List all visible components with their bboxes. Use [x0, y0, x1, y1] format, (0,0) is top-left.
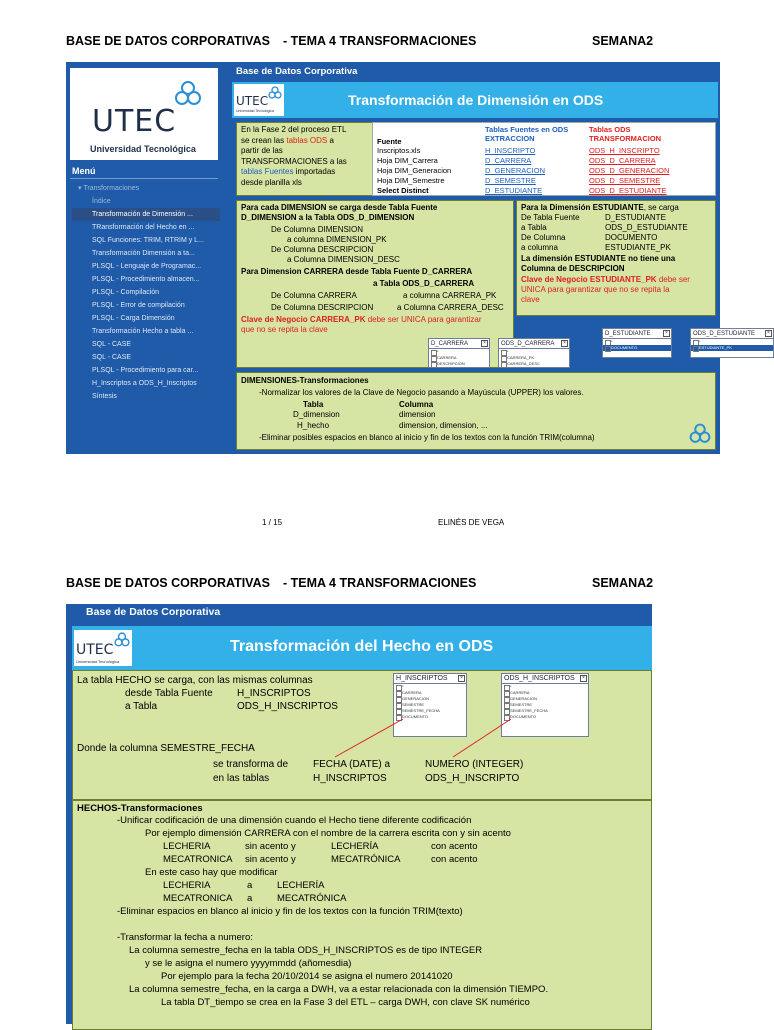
- slide-fact-transformation: [66, 604, 652, 1024]
- slide-top-title: Base de Datos Corporativa: [86, 606, 221, 618]
- menu-item[interactable]: Síntesis: [92, 393, 117, 400]
- utec-knot-icon: [268, 86, 282, 100]
- slide-dimension-transformation: [66, 62, 770, 454]
- arrow-line-h-inscriptos: [335, 719, 403, 757]
- utec-logo: [70, 68, 218, 160]
- menu-item[interactable]: Transformación Hecho a tabla ...: [92, 328, 194, 335]
- slide-title: Transformación del Hecho en ODS: [230, 638, 494, 655]
- dimension-panel: Para cada DIMENSION se carga desde Tabla Fuente D_DIMENSION a la Tabla ODS_D_DIMENSION De Columna DIMENSION a columna DIMENSION_PK De Columna DESCRIPCION a Columna DIMENSION_DESC Para Dimension CARRERA desde Tabla Fuente D_CARRERA a Tabla ODS_D_CARRERA De Columna CARRERA a columna CARRERA_PK De Columna DESCRIPCION a Columna CARRERA_DESC Clave de Negocio CARRERA_PK debe ser UNICA para garantizar que no se repita la clave: [236, 200, 514, 368]
- fecha-arrows: [73, 671, 653, 801]
- hecho-load-panel: La tabla HECHO se carga, con las mismas columnas desde Tabla Fuente H_INSCRIPTOS a Tabla ODS_H_INSCRIPTOS Donde la columna SEMESTRE_FECHA se transforma de FECHA (DATE) a NUMERO (INTEGER) en las tablas H_INSCRIPTOS ODS_H_INSCRIPTO H_INSCRIPTOS × * CARRERA GENERACION SEMESTRE SEMESTRE_FECHA DOCUMENTO ODS_H_INSCRIPTOS × * CARRERA GENERACION SEMESTRE SEMESTRE_FECHA DOCUMENTO: [72, 670, 652, 800]
- close-icon: ×: [458, 675, 465, 682]
- slide-title-bar: [232, 82, 718, 118]
- estudiante-panel: Para la Dimensión ESTUDIANTE, se carga De Tabla Fuente D_ESTUDIANTE a Tabla ODS_D_ESTUDIANTE De Columna DOCUMENTO a columna ESTUDIANTE_PK La dimensión ESTUDIANTE no tiene una Columna de DESCRIPCION Clave de Negocio ESTUDIANTE_PK debe ser UNICA para garantizar que no se repita la clave: [516, 200, 716, 316]
- footer-author: ELINÉS DE VEGA: [438, 518, 505, 527]
- menu-item[interactable]: TRansformación del Hecho en ...: [92, 224, 195, 231]
- mini-utec-logo: UTEC Universidad Tecnológica: [234, 84, 284, 116]
- page-header: [0, 34, 768, 54]
- h-inscriptos-table: H_INSCRIPTOS × * CARRERA GENERACION SEMESTRE SEMESTRE_FECHA DOCUMENTO: [393, 673, 467, 737]
- header-course: BASE DE DATOS CORPORATIVAS: [66, 34, 270, 48]
- ods-d-estudiante-table: ODS_D_ESTUDIANTE × * ESTUDIANTE_PK: [690, 328, 774, 358]
- close-icon: ×: [561, 340, 568, 347]
- slide-top-title: Base de Datos Corporativa: [236, 66, 358, 77]
- header-course: BASE DE DATOS CORPORATIVAS: [66, 576, 270, 590]
- menu-item[interactable]: PLSQL - Procedimiento almacen...: [92, 276, 200, 283]
- logo-text: UTEC: [92, 104, 177, 139]
- slide-sidebar: [66, 62, 220, 454]
- menu-item[interactable]: PLSQL - Compilación: [92, 289, 160, 296]
- menu-item[interactable]: SQL - CASE: [92, 354, 132, 361]
- utec-knot-icon: [689, 423, 711, 445]
- ods-h-inscriptos-table: ODS_H_INSCRIPTOS × * CARRERA GENERACION SEMESTRE SEMESTRE_FECHA DOCUMENTO: [501, 673, 589, 737]
- menu-title: Menú: [72, 166, 96, 176]
- close-icon: ×: [580, 675, 587, 682]
- menu-item[interactable]: PLSQL - Procedimiento para car...: [92, 367, 199, 374]
- slide-title-bar: [72, 626, 652, 670]
- menu-divider: [70, 178, 218, 179]
- menu-item[interactable]: Transformación Dimensión a ta...: [92, 250, 195, 257]
- header-week: SEMANA2: [592, 576, 654, 590]
- menu-item[interactable]: PLSQL - Lenguaje de Programac...: [92, 263, 202, 270]
- menu-list: [72, 182, 220, 403]
- logo-subtitle: Universidad Tecnológica: [90, 144, 196, 154]
- page-header: [0, 576, 768, 596]
- slide-title: Transformación de Dimensión en ODS: [348, 92, 604, 108]
- menu-group-transformaciones[interactable]: ▾ Transformaciones: [78, 185, 140, 192]
- menu-item[interactable]: SQL Funciones: TRIM, RTRIM y L...: [92, 237, 204, 244]
- menu-item-transformacion-dimension[interactable]: Transformación de Dimensión ...: [72, 208, 220, 221]
- menu-item[interactable]: PLSQL - Error de compilación: [92, 302, 185, 309]
- utec-knot-icon: [114, 632, 130, 648]
- page-number: 1 / 15: [262, 518, 283, 527]
- ods-d-carrera-table: ODS_D_CARRERA × * CARRERA_PK CARRERA_DESC: [498, 338, 570, 368]
- arrow-line-ods-h-inscriptos: [453, 719, 511, 757]
- header-topic: - TEMA 4 TRANSFORMACIONES: [283, 576, 477, 590]
- slide-content: [232, 64, 770, 452]
- mini-utec-logo: UTEC Universidad Tecnológica: [74, 630, 132, 666]
- close-icon: ×: [663, 330, 670, 337]
- d-estudiante-table: D_ESTUDIANTE × * DOCUMENTO: [602, 328, 672, 358]
- sources-table: Fuente Tablas Fuentes en ODS EXTRACCION Tablas ODS TRANSFORMACION Inscriptos.xls H_INSCRIPTO ODS_H_INSCRIPTO Hoja DIM_Carrera D_CARRERA ODS_D_CARRERA Hoja DIM_Generacion D_GENERACION ODS_D_GENERACION Hoja DIM_Semestre D_SEMESTRE ODS_D_SEMESTRE Select Distinct D_ESTUDIANTE ODS_D_ESTUDIANTE: [372, 122, 716, 196]
- menu-item-indice[interactable]: Índice: [92, 198, 111, 205]
- d-carrera-table: D_CARRERA × * CARRERA DESCRIPCION: [428, 338, 490, 368]
- menu-item[interactable]: PLSQL - Carga Dimensión: [92, 315, 175, 322]
- menu-item[interactable]: H_Inscriptos a ODS_H_Inscriptos: [92, 380, 197, 387]
- header-week: SEMANA2: [592, 34, 654, 48]
- close-icon: ×: [765, 330, 772, 337]
- intro-panel: En la Fase 2 del proceso ETL se crean las tablas ODS a partir de las TRANSFORMACIONES a las tablas Fuentes importadas desde planilla xls: [236, 122, 374, 196]
- menu-item[interactable]: SQL - CASE: [92, 341, 132, 348]
- hechos-transformaciones-panel: HECHOS-Transformaciones -Unificar codificación de una dimensión cuando el Hecho tiene diferente codificación Por ejemplo dimensión CARRERA con el nombre de la carrera escrita con y sin acento LECHERIA sin acento y LECHERÍA con acento MECATRONICA sin acento y MECATRÓNICA con acento En este caso hay que modificar LECHERIA a LECHERÍA MECATRONICA a MECATRÓNICA -Eliminar espacios en blanco al inicio y fin de los textos con la función TRIM(texto) -Transformar la fecha a numero: La columna semestre_fecha en la tabla ODS_H_INSCRIPTOS es de tipo INTEGER y se le asigna el numero yyyymmdd (añomesdia) Por ejemplo para la fecha 20/10/2014 se asigna el numero 20141020 La columna semestre_fecha, en la carga a DWH, va a estar relacionada con la dimensión TIEMPO. La tabla DT_tiempo se crea en la Fase 3 del ETL – carga DWH, con clave SK numérico: [72, 800, 652, 1030]
- close-icon: ×: [481, 340, 488, 347]
- dimensiones-transformaciones-panel: DIMENSIONES-Transformaciones -Normalizar los valores de la Clave de Negocio pasando a Mayúscula (UPPER) los valores. Tabla Columna D_dimension dimension H_hecho dimension, dimension, ... -Eliminar posibles espacios en blanco al inicio y fin de los textos con la función TRIM(columna): [236, 372, 716, 450]
- header-topic: - TEMA 4 TRANSFORMACIONES: [283, 34, 477, 48]
- utec-knot-icon: [174, 80, 202, 108]
